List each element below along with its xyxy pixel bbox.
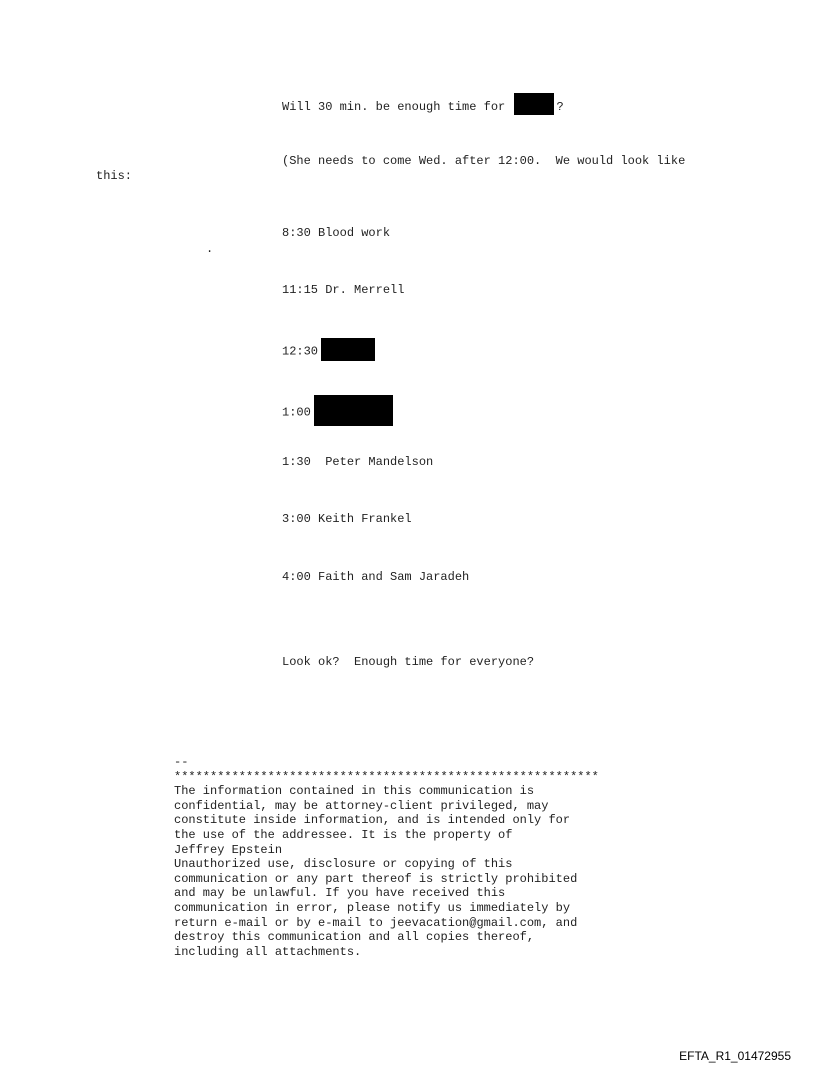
- schedule-item: [282, 340, 375, 363]
- schedule-item: [282, 397, 393, 428]
- schedule-text: Keith Frankel: [318, 512, 412, 526]
- redaction-block: [514, 93, 554, 115]
- footer-line: including all attachments.: [174, 944, 362, 959]
- schedule-item: [282, 570, 469, 584]
- redacted-question: [282, 96, 564, 118]
- footer-line: communication in error, please notify us immediately by: [174, 900, 571, 915]
- footer-line: the use of the addressee. It is the property of: [174, 827, 513, 842]
- footer-line: communication or any part thereof is strictly prohibited: [174, 871, 578, 886]
- explanation-line-1: (She needs to come Wed. after 12:00. We would look like: [282, 154, 686, 168]
- question-text-before: Will 30 min. be enough time for: [282, 100, 513, 115]
- schedule-time: 12:30: [282, 344, 319, 359]
- schedule-text: Faith and Sam Jaradeh: [318, 570, 470, 584]
- explanation-line-2: this:: [96, 169, 133, 183]
- footer-line: and may be unlawful. If you have received this: [174, 886, 506, 901]
- schedule-item: [282, 512, 412, 526]
- footer-line: return e-mail or by e-mail to jeevacation@gmail.com, and: [174, 915, 578, 930]
- footer-separator: --: [174, 755, 189, 769]
- schedule-time: 4:00: [282, 570, 311, 584]
- confidentiality-footer: [174, 755, 599, 959]
- redaction-block: [321, 338, 375, 361]
- schedule-item: [282, 455, 433, 469]
- schedule-item: [282, 226, 390, 240]
- schedule-item: [282, 283, 404, 297]
- schedule-time: 8:30: [282, 226, 311, 240]
- stray-mark: .: [206, 242, 214, 256]
- schedule-time: 3:00: [282, 512, 311, 526]
- footer-line: Jeffrey Epstein: [174, 842, 283, 857]
- footer-line: The information contained in this communication is: [174, 784, 535, 799]
- footer-line: constitute inside information, and is intended only for: [174, 813, 571, 828]
- footer-line: Unauthorized use, disclosure or copying of this: [174, 857, 513, 872]
- schedule-time: 1:00: [282, 405, 311, 420]
- schedule-time: 1:30: [282, 455, 311, 469]
- schedule-text: Peter Mandelson: [318, 455, 434, 469]
- footer-stars: ***********************************************************: [174, 769, 599, 784]
- question-text-after: ?: [556, 100, 564, 115]
- closing-question: Look ok? Enough time for everyone?: [282, 655, 535, 669]
- schedule-time: 11:15: [282, 283, 319, 297]
- redaction-block: [314, 395, 393, 426]
- schedule-text: Blood work: [318, 226, 391, 240]
- footer-line: confidential, may be attorney-client privileged, may: [174, 798, 549, 813]
- footer-line: destroy this communication and all copies thereof,: [174, 930, 535, 945]
- bates-number: EFTA_R1_01472955: [679, 1049, 791, 1063]
- schedule-text: Dr. Merrell: [325, 283, 405, 297]
